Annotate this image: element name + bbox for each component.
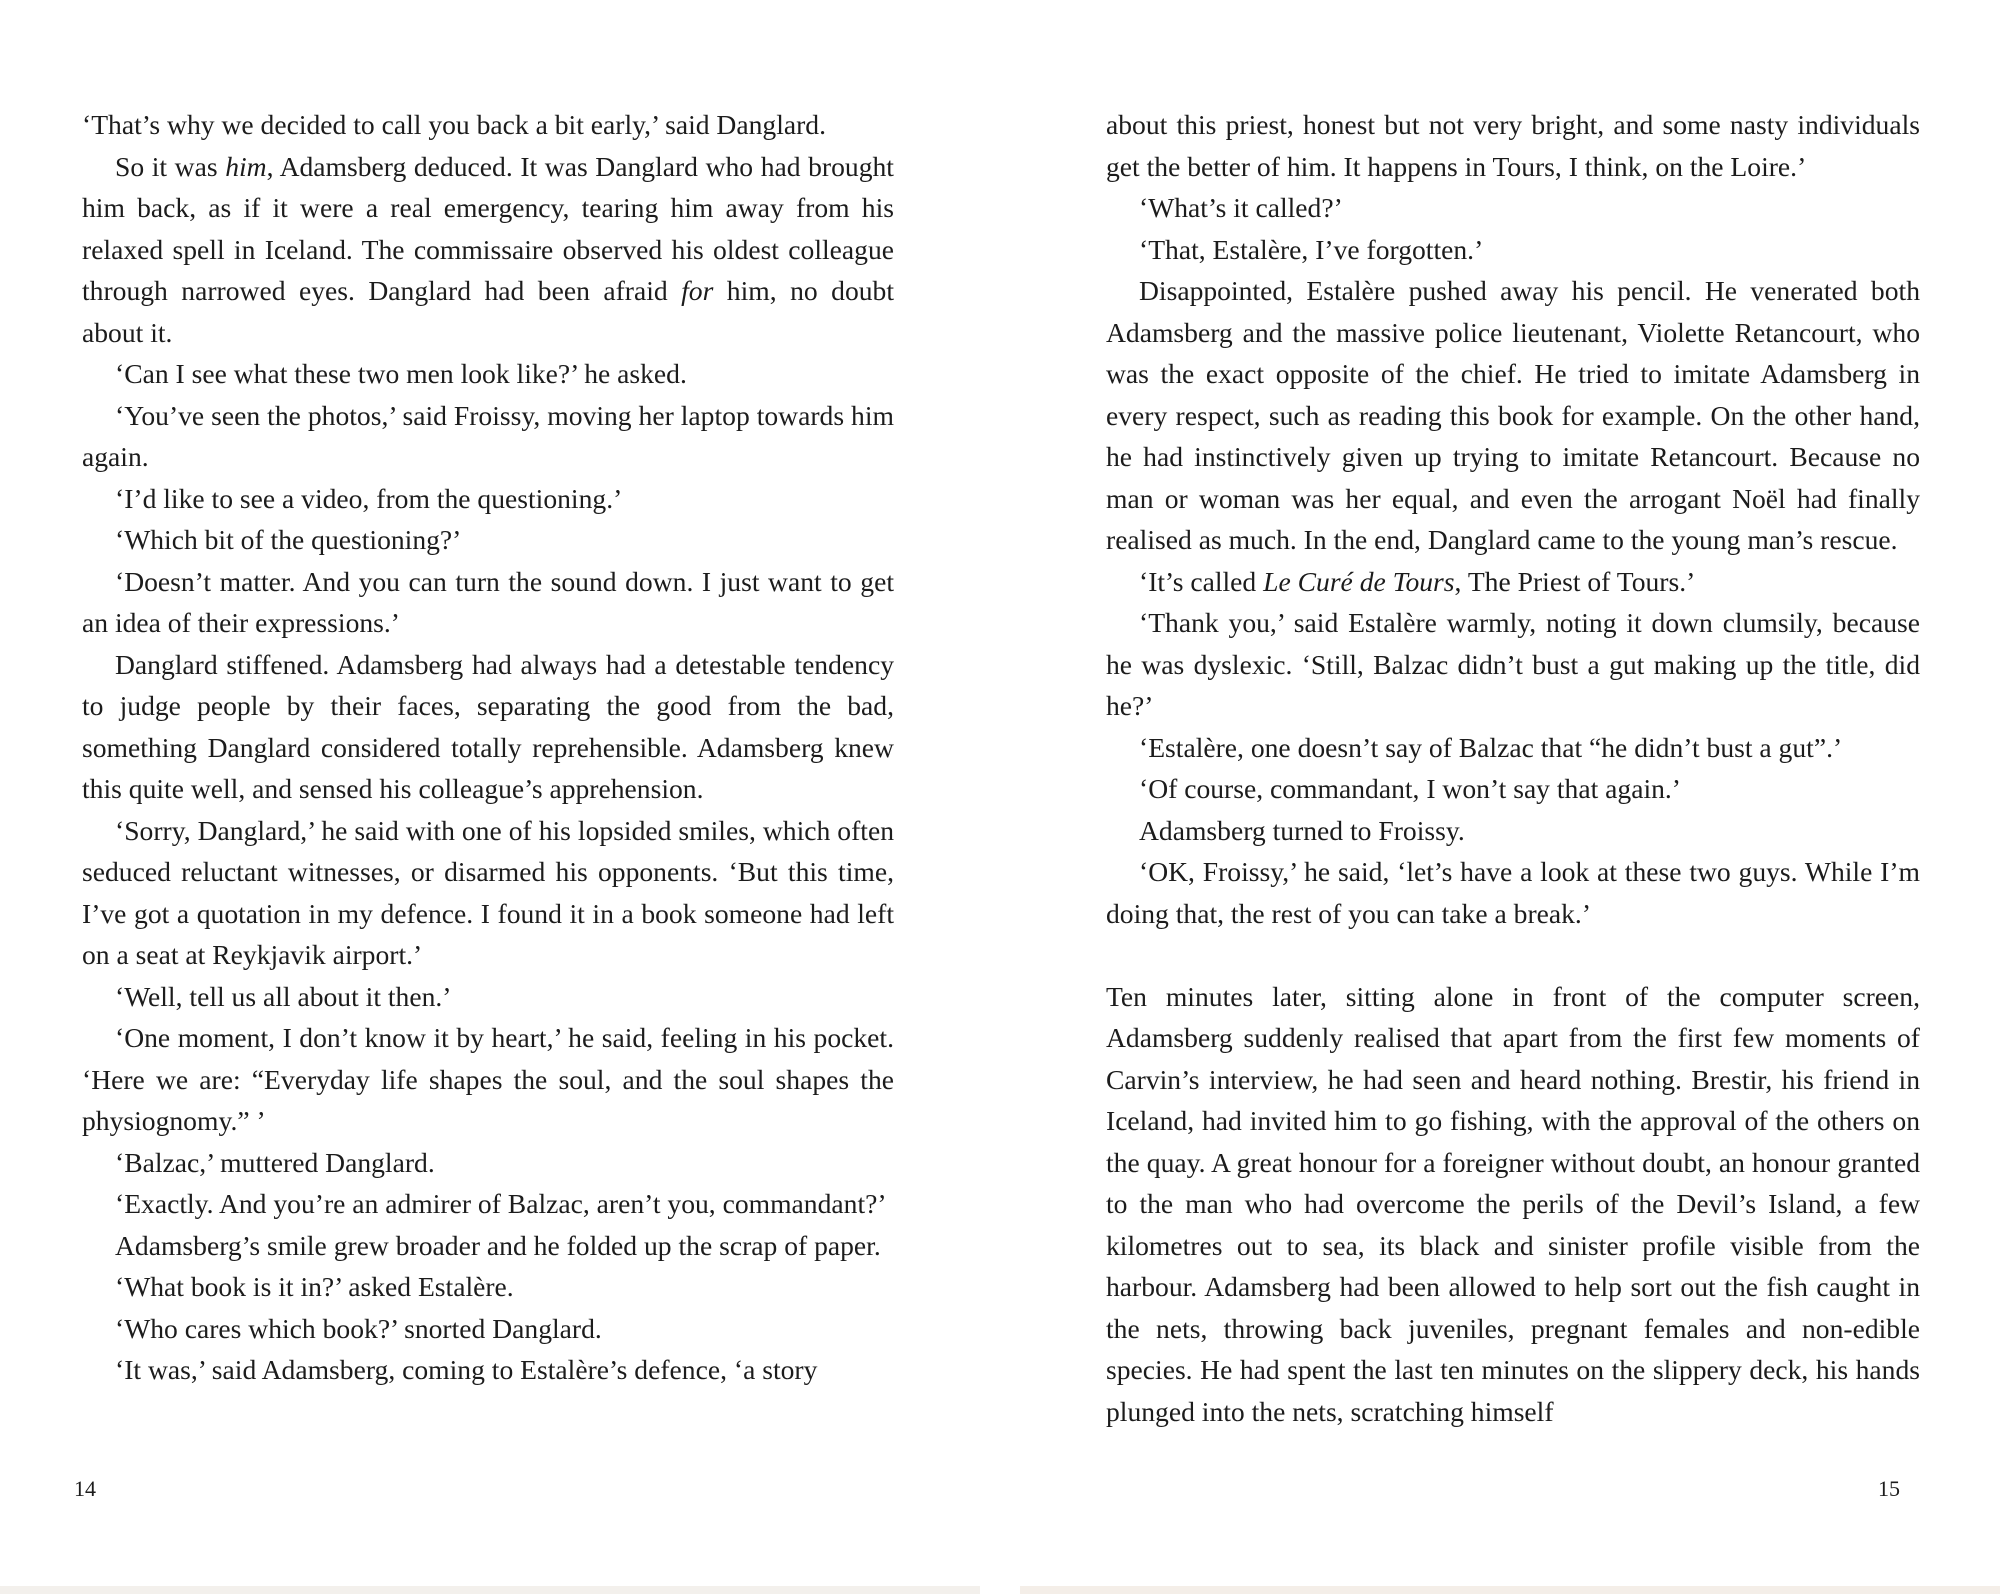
- paragraph: about this priest, honest but not very bright, and some nasty individuals get the better of him. It happens in Tours, I think, on the Loire.’: [1106, 109, 1920, 182]
- paragraph: ‘Thank you,’ said Estalère warmly, noting it down clumsily, because he was dyslexic. ‘Still, Balzac didn’t bust a gut making up the title, did he?’: [1106, 607, 1920, 721]
- italic-text: for: [681, 275, 714, 306]
- paragraph: ‘What book is it in?’ asked Estalère.: [115, 1271, 514, 1302]
- paragraph: ‘Of course, commandant, I won’t say that again.’: [1139, 773, 1681, 804]
- paragraph: ‘OK, Froissy,’ he said, ‘let’s have a look at these two guys. While I’m doing that, the rest of you can take a break.’: [1106, 856, 1920, 929]
- paragraph: ‘Balzac,’ muttered Danglard.: [115, 1146, 435, 1178]
- italic-text: Le Curé de Tours: [1263, 565, 1455, 597]
- paragraph: ‘Exactly. And you’re an admirer of Balzac, aren’t you, commandant?’: [115, 1188, 887, 1219]
- left-page-text: [82, 104, 894, 1391]
- page-edge: [0, 1586, 980, 1594]
- paragraph: ‘Which bit of the questioning?’: [115, 524, 462, 555]
- page-edge: [1020, 1586, 2000, 1594]
- paragraph: Danglard stiffened. Adamsberg had always had a detestable tendency to judge people by their faces, separating the good from the bad, something Danglard considered totally reprehensible. Adamsberg knew this quite well, and sensed his colleague’s apprehension.: [82, 648, 894, 804]
- gutter: [990, 0, 1010, 1594]
- right-page-text: [1106, 104, 1920, 1432]
- paragraph: ‘That, Estalère, I’ve forgotten.’: [1139, 233, 1484, 265]
- paragraph: ‘It was,’ said Adamsberg, coming to Estalère’s defence, ‘a story: [115, 1354, 818, 1385]
- paragraph: ‘Who cares which book?’ snorted Danglard.: [115, 1312, 602, 1344]
- paragraph: ‘Can I see what these two men look like?’ he asked.: [115, 358, 687, 389]
- paragraph: ‘One moment, I don’t know it by heart,’ he said, feeling in his pocket. ‘Here we are: “Everyday life shapes the soul, and the soul shapes the physiognomy.” ’: [82, 1022, 894, 1136]
- paragraph: ‘Sorry, Danglard,’ he said with one of his lopsided smiles, which often seduced reluctant witnesses, or disarmed his opponents. ‘But this time, I’ve got a quotation in my defence. I found it in a book someone had left on a seat at Reykjavik airport.’: [82, 814, 894, 970]
- paragraph: So it was him, Adamsberg deduced. It was Danglard who had brought him back, as if it were a real emergency, tearing him away from his relaxed spell in Iceland. The commissaire observed his oldest colleague through narrowed eyes. Danglard had been afraid for him, no doubt about it.: [82, 150, 895, 348]
- paragraph: Adamsberg turned to Froissy.: [1139, 814, 1465, 846]
- page-number: 15: [1878, 1476, 1900, 1501]
- paragraph: ‘Estalère, one doesn’t say of Balzac that “he didn’t bust a gut”.’: [1139, 731, 1843, 763]
- paragraph: ‘Doesn’t matter. And you can turn the sound down. I just want to get an idea of their expressions.’: [82, 565, 894, 638]
- section-opening-paragraph: Ten minutes later, sitting alone in front of the computer screen, Adamsberg suddenly realised that apart from the first few moments of Carvin’s interview, he had seen and heard nothing. Brestir, his friend in Iceland, had invited him to go fishing, with the approval of the others on the quay. A great honour for a foreigner without doubt, an honour granted to the man who had overcome the perils of the Devil’s Island, a few kilometres out to sea, its black and sinister profile visible from the harbour. Adamsberg had been allowed to help sort out the fish caught in the nets, throwing back juveniles, pregnant females and non-edible species. He had spent the last ten minutes on the slippery deck, his hands plunged into the nets, scratching himself: [1106, 980, 1920, 1427]
- paragraph: ‘You’ve seen the photos,’ said Froissy, moving her laptop towards him again.: [82, 399, 894, 472]
- page-number: 14: [74, 1476, 96, 1501]
- left-page: [0, 0, 990, 1594]
- paragraph: Disappointed, Estalère pushed away his pencil. He venerated both Adamsberg and the massive police lieutenant, Violette Retancourt, who was the exact opposite of the chief. He tried to imitate Adamsberg in every respect, such as reading this book for example. On the other hand, he had instinctively given up trying to imitate Retancourt. Because no man or woman was her equal, and even the arrogant Noël had finally realised as much. In the end, Danglard came to the young man’s rescue.: [1106, 275, 1920, 555]
- italic-text: him: [225, 150, 267, 182]
- paragraph: ‘Well, tell us all about it then.’: [115, 980, 452, 1012]
- paragraph: ‘It’s called Le Curé de Tours, The Priest of Tours.’: [1139, 565, 1696, 597]
- right-page: [1010, 0, 2000, 1594]
- paragraph: ‘That’s why we decided to call you back a bit early,’ said Danglard.: [82, 109, 826, 140]
- paragraph: ‘I’d like to see a video, from the questioning.’: [115, 482, 623, 514]
- paragraph: ‘What’s it called?’: [1139, 192, 1343, 223]
- paragraph: Adamsberg’s smile grew broader and he folded up the scrap of paper.: [115, 1229, 881, 1261]
